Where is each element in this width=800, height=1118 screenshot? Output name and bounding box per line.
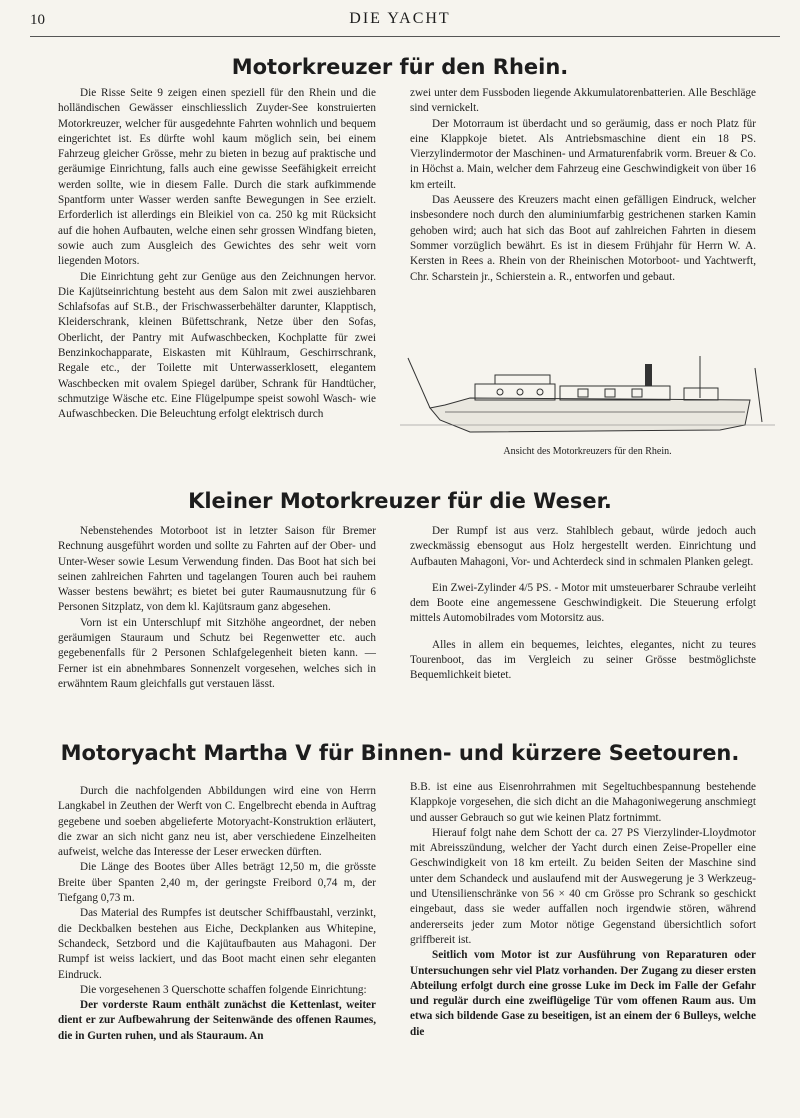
paragraph: Die Einrichtung geht zur Genüge aus den Zeichnungen hervor. Die Kajütseinrichtung besteht aus dem Salon mit zwei ausziehbaren Schlafsofas auf St.B., der Frischwasserbehälter darunter, Klapptisch, Kleiderschrank, kleinen Büfettschrank, Netze über den Sofas, Oberlicht, der Pantry mit Aufwaschbecken, Kochplatte für zwei Benzinkochapparate, Eiskasten mit Kühlraum, Geschirrschrank, Regale etc., der Toilette mit Unterwasserklosett, elegantem Waschbecken mit ovalem Spiegel darüber, Schrank für Handtücher, schmutzige Wäsche etc. Eine Flügelpumpe speist sowohl Wasch- wie Aufwaschbecken. Die Beleuchtung erfolgt elektrisch durch xyxy=(58,270,376,421)
article-title-weser: Kleiner Motorkreuzer für die Weser. xyxy=(188,489,612,513)
paragraph: Die vorgesehenen 3 Querschotte schaffen folgende Einrichtung: xyxy=(80,983,367,996)
paragraph: Nebenstehendes Motorboot ist in letzter Saison für Bremer Rechnung ausgeführt worden und sollte zu Fahrten auf der Ober- und Unter-Weser sowie Lesum Verwendung finden. Das Boot hat sich bei seinen zahlreichen Fahrten und tagelangen Touren auch bei rauhem Wasser bestens bewährt; es bietet bei guter Raumausnutzung für 6 Personen Sitzplatz, von dem kl. Kajütsraum ganz abgesehen. xyxy=(58,525,376,614)
paragraph: Der Motorraum ist überdacht und so geräumig, dass er noch Platz für eine Klappkoje bietet. Als Antriebsmaschine dient ein 18 PS. Vierzylindermotor der Maschinen- und Armaturenfabrik vorm. Breuer & Co. in Höchst a. Main, welcher dem Fahrzeug eine Geschwindigkeit von über 16 km erteilt. xyxy=(410,117,756,191)
article-rhein-left-column xyxy=(58,86,376,423)
paragraph: Hierauf folgt nahe dem Schott der ca. 27 PS Vierzylinder-Lloydmotor mit Abreisszündung, welcher der Yacht durch einen Zeise-Propeller eine Geschwindigkeit von 18 km erteilt. Zu beiden Seiten der Maschine sind unter dem Schandeck und auslaufend mit der Auswegerung je 3 Werkzeug- und Utensilienschränke von 56 × 40 cm Grösse pro Schrank so geschickt eingebaut, dass sie weder auffallen noch irgendwie stören, während andererseits jeder zum Motor nötige Gegenstand übersichtlich sofort griffbereit ist. xyxy=(410,826,756,946)
article-title-martha: Motoryacht Martha V für Binnen- und kürzere Seetouren. xyxy=(60,741,740,765)
motor-cruiser-illustration xyxy=(400,350,775,460)
article-title-rhein: Motorkreuzer für den Rhein. xyxy=(231,55,569,79)
figure-caption: Ansicht des Motorkreuzers für den Rhein. xyxy=(503,446,672,457)
paragraph: Durch die nachfolgenden Abbildungen wird eine von Herrn Langkabel in Zeuthen der Werft von C. Engelbrecht ebenda in Auftrag gegebene und soeben abgelieferte Motoryacht-Konstruktion erläutert, die zwar an sich nicht ganz neu ist, aber verschiedene Einzelheiten aufweist, welche das Interesse der Leser erwecken dürften. xyxy=(58,785,376,859)
motor-cruiser-drawing xyxy=(400,350,775,445)
paragraph: Das Aeussere des Kreuzers macht einen gefälligen Eindruck, welcher insbesondere noch durch den aluminiumfarbig gestrichenen starken Kamin gehoben wird; auch hat sich das Boot auf zahlreichen Fahrten in diesem Sommer vorzüglich bewährt. Es ist in diesem Frühjahr für Herrn W. A. Kersten in Rees a. Rhein von der Rheinischen Motorboot- und Yachtwerft, Chr. Scharstein jr., Schierstein a. R., entworfen und gebaut. xyxy=(410,194,756,283)
article-martha-left-column xyxy=(58,784,376,1044)
article-martha-right-column xyxy=(410,780,756,1040)
running-head: DIE YACHT xyxy=(349,10,451,27)
article-weser-left-column xyxy=(58,524,376,692)
paragraph: Vorn ist ein Unterschlupf mit Sitzhöhe angeordnet, der neben geräumigen Stauraum und Schutz bei Regenwetter etc. auch gegebenenfalls für 2 Personen Schlafgelegenheit bieten kann. — Ferner ist ein abnehmbares Sonnenzelt vorgesehen, welches sich in erwähntem Raum gleichfalls gut verstauen lässt. xyxy=(58,616,376,690)
paragraph: Ein Zwei-Zylinder 4/5 PS. - Motor mit umsteuerbarer Schraube verleiht dem Boote eine angemessene Geschwindigkeit. Die Steuerung erfolgt mittels Automobilrades vom Motorsitz aus. xyxy=(410,581,756,625)
paragraph: Der Rumpf ist aus verz. Stahlblech gebaut, würde jedoch auch zweckmässig ebensogut aus Holz hergestellt werden. Einrichtung und Aufbauten Mahagoni, Vor- und Achterdeck sind in schmalen Planken gelegt. xyxy=(410,525,756,568)
paragraph: Die Risse Seite 9 zeigen einen speziell für den Rhein und die holländischen Gewässer einschliesslich Zuyder-See konstruierten Motorkreuzer, welcher für ausgedehnte Fahrten wohnlich und bequem eingerichtet ist. Es dürfte wohl kaum möglich sein, bei einem Fahrzeug gleicher Grösse, mehr zu bieten in bezug auf praktische und geräumige Einrichtung, falls auch eine gewisse Seefähigkeit erreicht werden sollte, wie in diesem Falle. Durch die stark aufkimmende Spantform unter Wasser werden sanfte Bewegungen in See erzielt. Erforderlich ist allerdings ein Bleikiel von ca. 250 kg mit Rücksicht auf die hohen Aufbauten, welche einen sehr grossen Windfang bieten, sowie auch zum Ausgleich des Gewichtes des sehr weit vorn liegenden Motors. xyxy=(58,87,376,268)
article-rhein-right-column xyxy=(410,86,756,285)
paragraph: Der vorderste Raum enthält zunächst die Kettenlast, weiter dient er zur Aufbewahrung der Seitenwände des offenen Raumes, die in Gurten ruhen, und als Stauraum. An xyxy=(58,999,376,1042)
paragraph: B.B. ist eine aus Eisenrohrrahmen mit Segeltuchbespannung bestehende Klappkoje vorgesehen, die sich dicht an die Mahagoniwegerung anschmiegt und ausser Gebrauch so gut wie keinen Platz fortnimmt. xyxy=(410,781,756,824)
header-rule xyxy=(30,36,780,37)
article-weser-right-column xyxy=(410,524,756,684)
paragraph: Das Material des Rumpfes ist deutscher Schiffbaustahl, verzinkt, die Deckbalken bestehen aus Eiche, Deckplanken aus Whitepine, Schandeck, Setzbord und die Kajütaufbauten aus Mahagoni. Der Rumpf ist weiss lackiert, und das Boot macht einen sehr eleganten Eindruck. xyxy=(58,907,376,981)
paragraph: Alles in allem ein bequemes, leichtes, elegantes, nicht zu teures Tourenboot, das im Vergleich zu seiner Grösse bestmöglichste Bequemlichkeit bietet. xyxy=(410,638,756,682)
page-number: 10 xyxy=(30,12,45,28)
paragraph: Die Länge des Bootes über Alles beträgt 12,50 m, die grösste Breite über Spanten 2,40 m, der geringste Freibord 0,74 m, der Tiefgang 0,73 m. xyxy=(58,861,376,905)
paragraph: zwei unter dem Fussboden liegende Akkumulatorenbatterien. Alle Beschläge sind vernickelt. xyxy=(410,87,756,115)
paragraph: Seitlich vom Motor ist zur Ausführung von Reparaturen oder Untersuchungen sehr viel Platz vorhanden. Der Zugang zu dieser ersten Abteilung erfolgt durch eine grosse Luke im Deck im Falle der Gefahr und regulär durch eine zweiflügelige Tür vom offenen Raum aus. Um etwa sich bildende Gase zu beseitigen, ist an einem der 6 Bulleys, welche die xyxy=(410,949,756,1038)
